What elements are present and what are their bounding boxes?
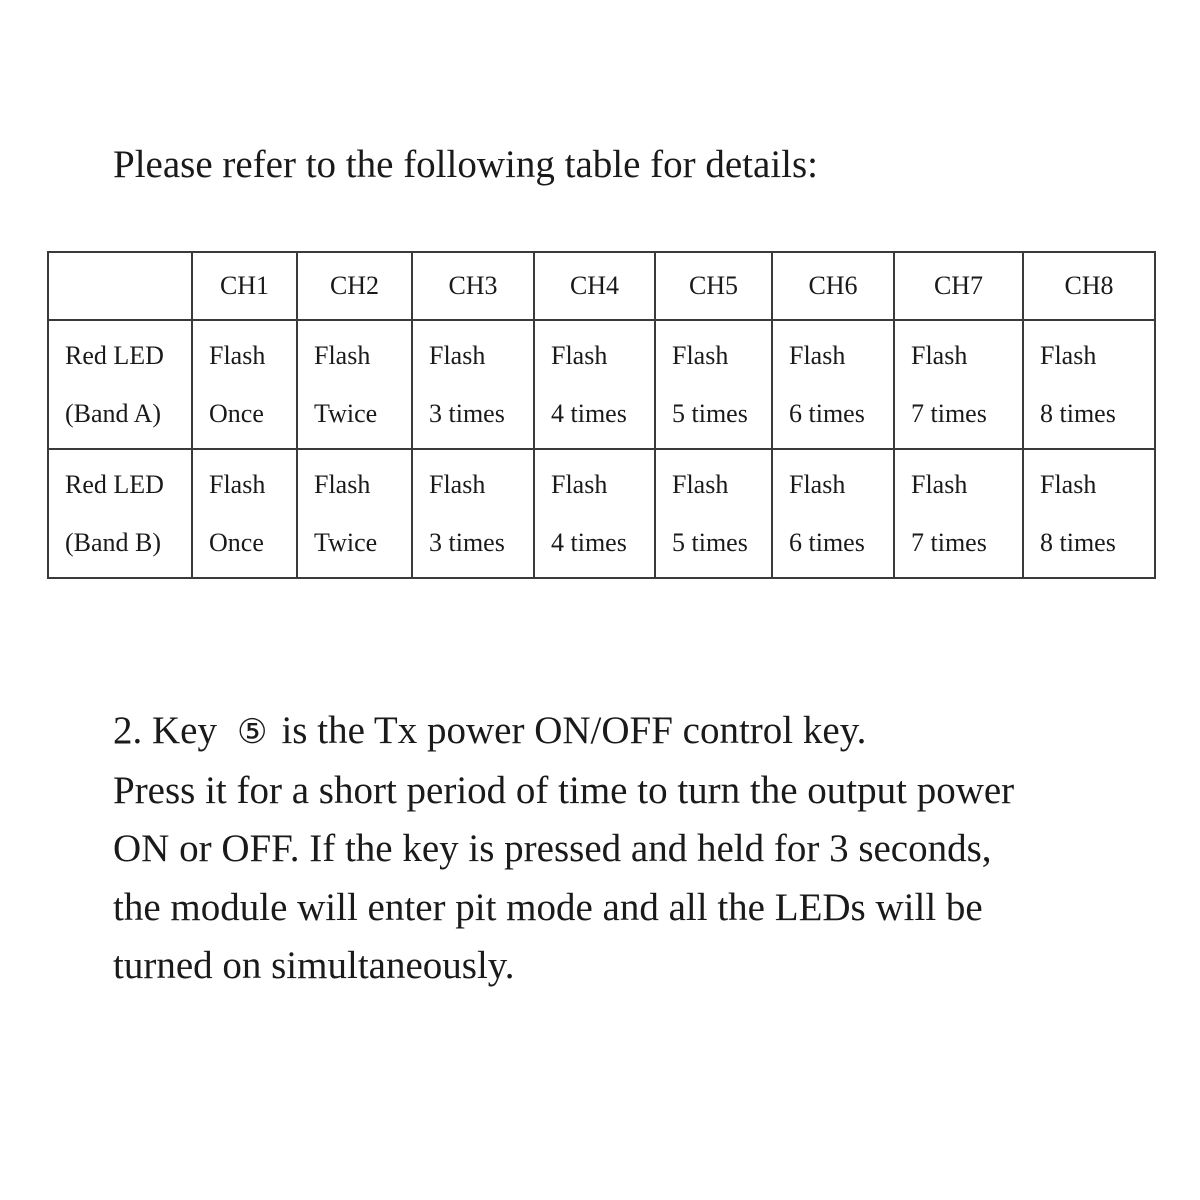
cell-line2: 6 times bbox=[789, 527, 865, 557]
cell-line1: Flash bbox=[429, 340, 486, 370]
cell-line1: Flash bbox=[314, 340, 371, 370]
table-cell bbox=[1023, 320, 1155, 449]
cell-line2: Twice bbox=[314, 527, 378, 557]
table-cell bbox=[655, 449, 772, 578]
cell-line2: Once bbox=[209, 527, 264, 557]
row-label-line1: Red LED bbox=[65, 340, 164, 370]
paragraph-line2: Press it for a short period of time to turn the output power bbox=[113, 768, 1015, 812]
paragraph-line3: ON or OFF. If the key is pressed and held for 3 seconds, bbox=[113, 827, 992, 870]
table-cell bbox=[297, 449, 412, 578]
key-five-icon: ⑤ bbox=[236, 712, 268, 752]
header-ch8: CH8 bbox=[1023, 252, 1155, 320]
cell-line2: 5 times bbox=[672, 527, 748, 557]
cell-line2: 4 times bbox=[551, 398, 627, 428]
cell-line1: Flash bbox=[209, 469, 266, 499]
table-cell bbox=[894, 449, 1023, 578]
table-cell bbox=[534, 320, 655, 449]
cell-line2: 8 times bbox=[1040, 398, 1116, 428]
table-cell bbox=[412, 449, 534, 578]
cell-line2: 7 times bbox=[911, 527, 987, 557]
cell-line2: 7 times bbox=[911, 398, 987, 428]
cell-line1: Flash bbox=[672, 340, 729, 370]
row-label-line2: (Band B) bbox=[65, 527, 162, 557]
paragraph-line4: the module will enter pit mode and all the LEDs will be bbox=[113, 885, 983, 929]
table-header-row bbox=[48, 252, 1155, 320]
row-label-band-a bbox=[48, 320, 192, 449]
cell-line1: Flash bbox=[551, 469, 608, 499]
header-ch2: CH2 bbox=[297, 252, 412, 320]
cell-line1: Flash bbox=[1040, 469, 1097, 499]
channel-table bbox=[47, 251, 1156, 579]
cell-line2: Twice bbox=[314, 398, 378, 428]
header-ch1: CH1 bbox=[192, 252, 297, 320]
cell-line1: Flash bbox=[209, 340, 266, 370]
table-cell bbox=[534, 449, 655, 578]
cell-line2: 8 times bbox=[1040, 527, 1116, 557]
header-ch4: CH4 bbox=[534, 252, 655, 320]
table-row-band-b bbox=[48, 449, 1155, 578]
cell-line2: 3 times bbox=[429, 398, 505, 428]
paragraph-line5: turned on simultaneously. bbox=[113, 944, 515, 987]
paragraph-line1 bbox=[113, 702, 1113, 762]
cell-line2: 4 times bbox=[551, 527, 627, 557]
cell-line1: Flash bbox=[789, 340, 846, 370]
cell-line2: 3 times bbox=[429, 527, 505, 557]
header-ch3: CH3 bbox=[412, 252, 534, 320]
table-cell bbox=[297, 320, 412, 449]
row-label-line2: (Band A) bbox=[65, 398, 162, 428]
cell-line1: Flash bbox=[911, 340, 968, 370]
header-ch5: CH5 bbox=[655, 252, 772, 320]
paragraph-line1-prefix: 2. Key bbox=[113, 709, 217, 752]
intro-text: Please refer to the following table for details: bbox=[113, 143, 819, 186]
key-description-paragraph bbox=[113, 702, 1113, 996]
table-cell bbox=[412, 320, 534, 449]
cell-line1: Flash bbox=[672, 469, 729, 499]
header-corner-cell bbox=[48, 252, 192, 320]
table-cell bbox=[894, 320, 1023, 449]
table-cell bbox=[772, 320, 894, 449]
header-ch7: CH7 bbox=[894, 252, 1023, 320]
cell-line1: Flash bbox=[429, 469, 486, 499]
row-label-band-b bbox=[48, 449, 192, 578]
table-cell bbox=[192, 449, 297, 578]
header-ch6: CH6 bbox=[772, 252, 894, 320]
cell-line1: Flash bbox=[551, 340, 608, 370]
table-cell bbox=[655, 320, 772, 449]
cell-line2: 5 times bbox=[672, 398, 748, 428]
row-label-line1: Red LED bbox=[65, 469, 164, 499]
table-cell bbox=[772, 449, 894, 578]
cell-line1: Flash bbox=[1040, 340, 1097, 370]
cell-line1: Flash bbox=[789, 469, 846, 499]
table-cell bbox=[1023, 449, 1155, 578]
table-row-band-a bbox=[48, 320, 1155, 449]
cell-line1: Flash bbox=[314, 469, 371, 499]
cell-line2: 6 times bbox=[789, 398, 865, 428]
cell-line2: Once bbox=[209, 398, 264, 428]
cell-line1: Flash bbox=[911, 469, 968, 499]
table-cell bbox=[192, 320, 297, 449]
paragraph-line1-suffix: is the Tx power ON/OFF control key. bbox=[281, 709, 867, 752]
